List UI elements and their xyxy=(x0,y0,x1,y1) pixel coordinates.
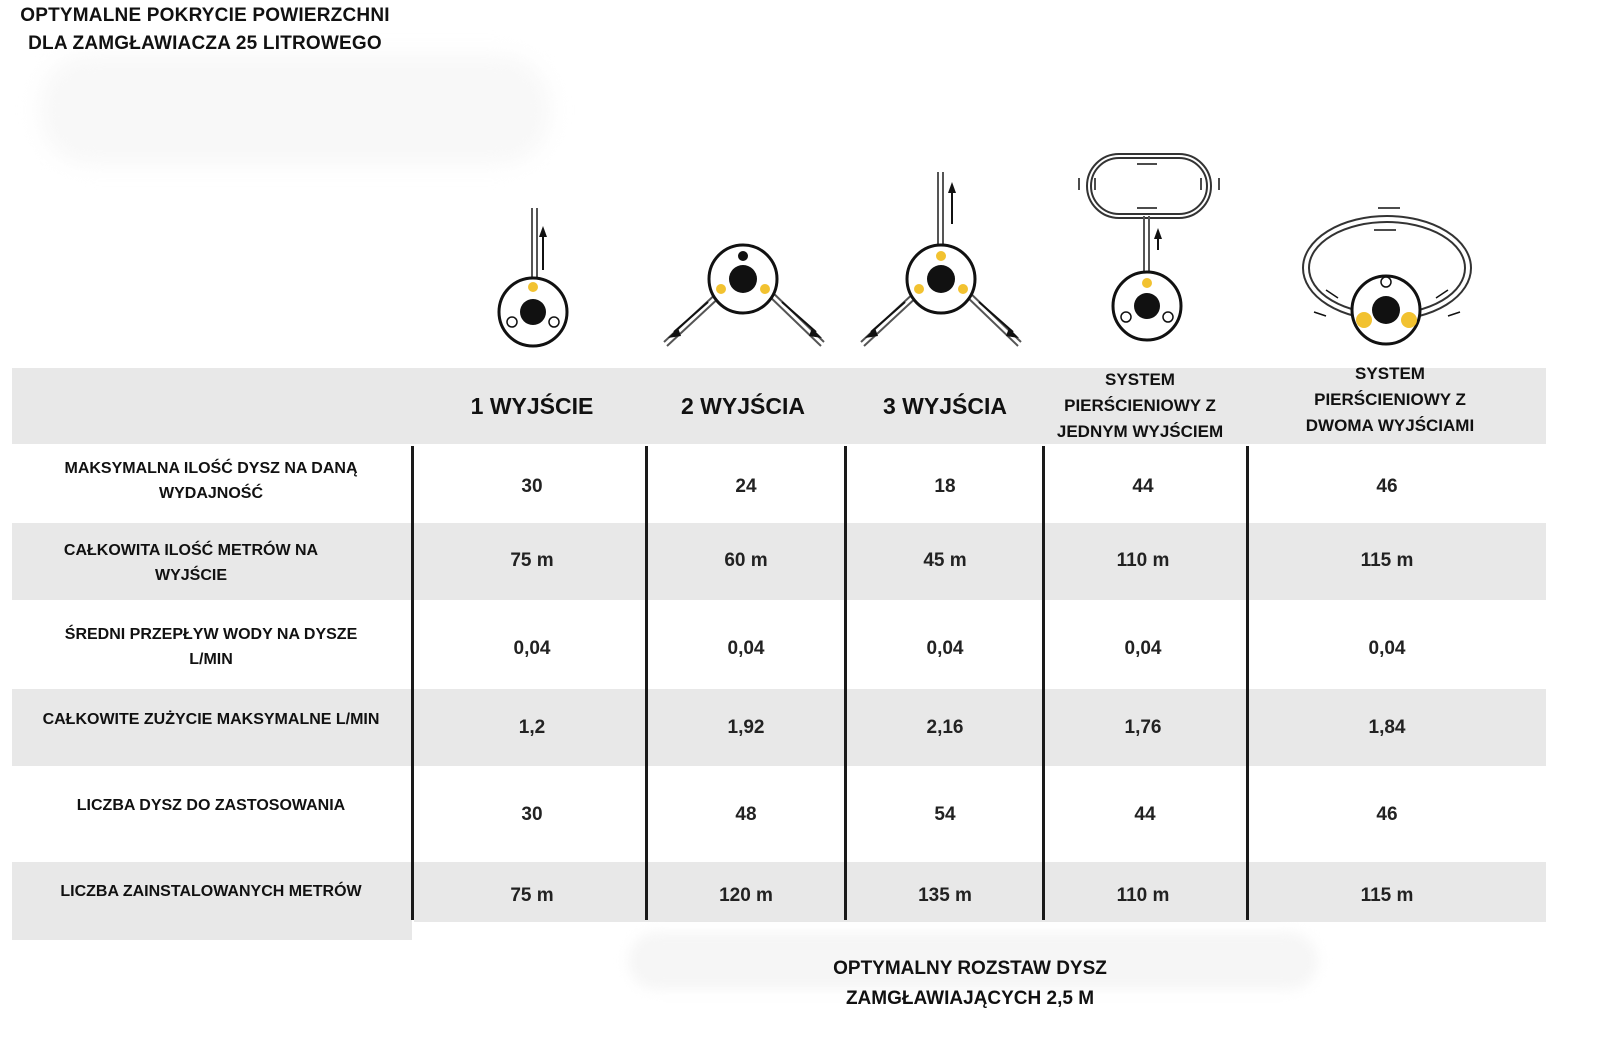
table-cell: 75 m xyxy=(510,885,554,906)
table-cell: 46 xyxy=(1376,804,1398,825)
table-cell: 115 m xyxy=(1360,550,1414,571)
table-cell: 45 m xyxy=(923,550,967,571)
table-cell: 75 m xyxy=(510,550,554,571)
table-cell: 1,92 xyxy=(727,717,765,738)
table-cell: 30 xyxy=(521,804,543,825)
table-cell: 110 m xyxy=(1116,885,1170,906)
table-cell: 44 xyxy=(1134,804,1156,825)
separator-line xyxy=(1246,446,1249,920)
title-line-2: DLA ZAMGŁAWIACZA 25 LITROWEGO xyxy=(28,33,382,54)
table-cell: 1,84 xyxy=(1368,717,1406,738)
three-outlets-diagram xyxy=(857,150,1027,360)
footer-line-2: ZAMGŁAWIAJĄCYCH 2,5 M xyxy=(845,988,1095,1009)
ring-one-outlet-diagram xyxy=(1075,150,1225,360)
table-cell: 30 xyxy=(521,476,543,497)
faded-background-text xyxy=(40,55,550,165)
table-cell: 115 m xyxy=(1360,885,1414,906)
two-outlets-diagram xyxy=(660,150,830,360)
table-cell: 0,04 xyxy=(727,638,765,659)
column-header-3: 3 WYJŚCIA xyxy=(883,392,1007,419)
separator-line xyxy=(411,446,414,920)
row-label-2: CAŁKOWITA ILOŚĆ METRÓW NA WYJŚCIE xyxy=(63,542,319,584)
column-header-1: 1 WYJŚCIE xyxy=(470,392,594,419)
column-header-5: SYSTEM PIERŚCIENIOWY Z DWOMA WYJŚCIAMI xyxy=(1305,364,1475,435)
table-cell: 1,2 xyxy=(518,717,546,738)
table-cell: 46 xyxy=(1376,476,1398,497)
table-cell: 1,76 xyxy=(1124,717,1162,738)
table-cell: 54 xyxy=(934,804,956,825)
title-line-1: OPTYMALNE POKRYCIE POWIERZCHNI xyxy=(20,5,390,26)
table-cell: 48 xyxy=(735,804,757,825)
table-cell: 24 xyxy=(735,476,757,497)
row-label-6: LICZBA ZAINSTALOWANYCH METRÓW xyxy=(60,883,362,900)
column-header-4: SYSTEM PIERŚCIENIOWY Z JEDNYM WYJŚCIEM xyxy=(1056,370,1224,441)
row-label-1: MAKSYMALNA ILOŚĆ DYSZ NA DANĄ WYDAJNOŚĆ xyxy=(64,460,358,502)
page-title xyxy=(0,2,410,58)
column-header-2: 2 WYJŚCIA xyxy=(681,392,805,419)
footer-note xyxy=(620,954,1320,1014)
table-cell: 0,04 xyxy=(926,638,964,659)
table-cell: 2,16 xyxy=(926,717,964,738)
row-label-3: ŚREDNI PRZEPŁYW WODY NA DYSZE L/MIN xyxy=(64,626,358,668)
ring-two-outlets-diagram xyxy=(1296,150,1481,360)
table-cell: 0,04 xyxy=(1368,638,1406,659)
table-cell: 18 xyxy=(934,476,956,497)
table-cell: 120 m xyxy=(719,885,773,906)
table-cell: 135 m xyxy=(918,885,972,906)
table-cell: 0,04 xyxy=(1124,638,1162,659)
separator-line xyxy=(645,446,648,920)
table-cell: 60 m xyxy=(724,550,768,571)
one-outlet-diagram xyxy=(480,150,590,360)
row-label-5: LICZBA DYSZ DO ZASTOSOWANIA xyxy=(76,797,346,814)
separator-line xyxy=(1042,446,1045,920)
row-label-4: CAŁKOWITE ZUŻYCIE MAKSYMALNE L/MIN xyxy=(42,711,380,728)
table-cell: 0,04 xyxy=(513,638,551,659)
table-cell: 110 m xyxy=(1116,550,1170,571)
separator-line xyxy=(844,446,847,920)
footer-line-1: OPTYMALNY ROZSTAW DYSZ xyxy=(833,958,1107,979)
table-cell: 44 xyxy=(1132,476,1154,497)
